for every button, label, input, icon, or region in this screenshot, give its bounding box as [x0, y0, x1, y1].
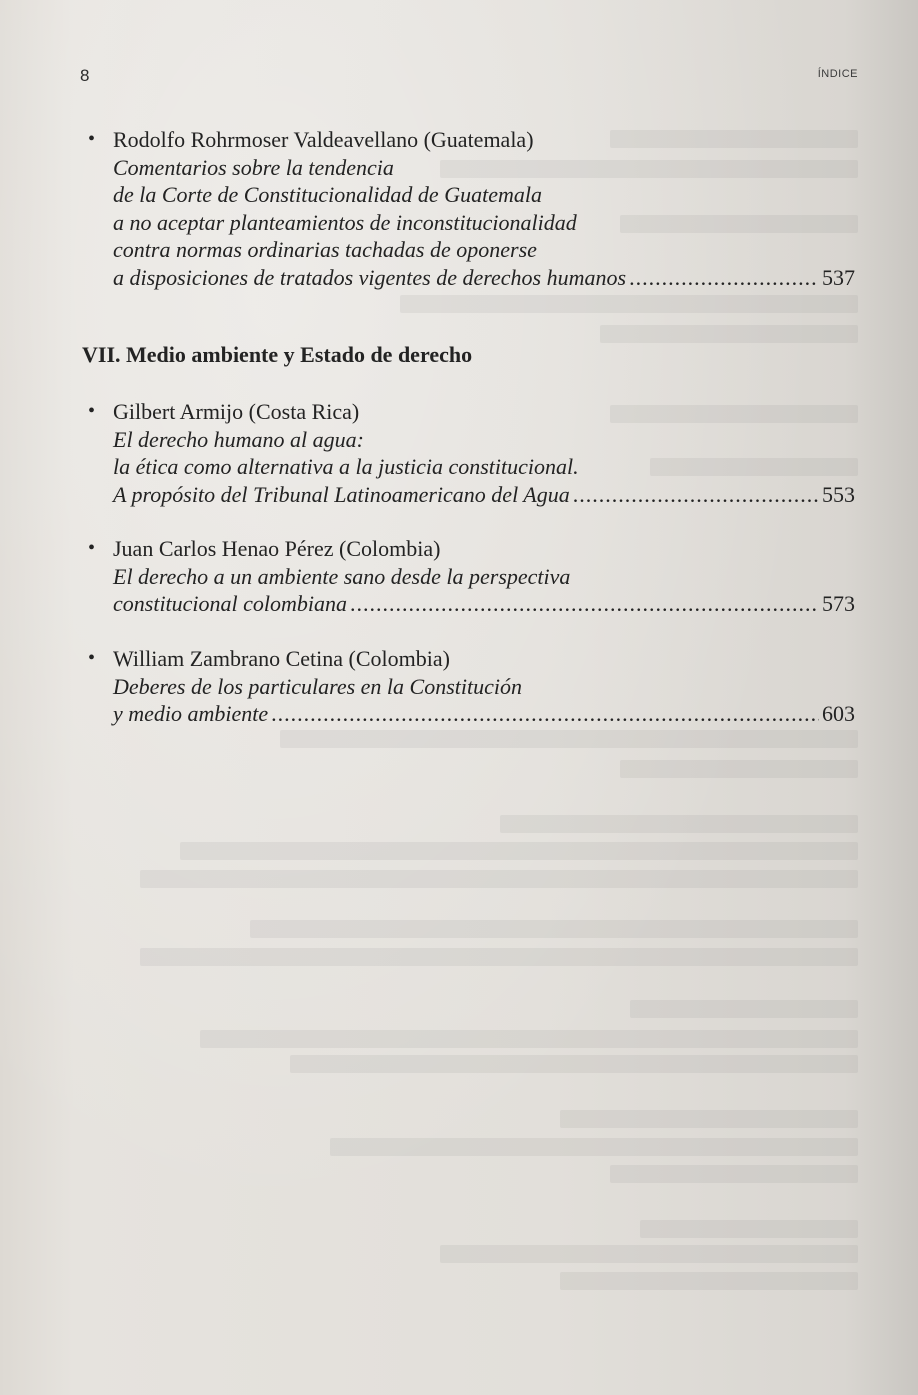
dot-leader [573, 481, 819, 509]
entry-title-line: la ética como alternativa a la justicia constitucional. [113, 454, 579, 479]
toc-entry [88, 535, 858, 618]
entry-last-line [113, 590, 855, 618]
entry-title-final: a disposiciones de tratados vigentes de derechos humanos [113, 264, 627, 290]
entry-title-final: constitucional colombiana [113, 591, 348, 616]
dot-leader [271, 700, 819, 728]
entry-last-line [113, 700, 855, 728]
toc-entry [88, 645, 858, 728]
toc-entry [88, 126, 858, 291]
bullet-icon: • [88, 128, 96, 150]
section-heading: VII. Medio ambiente y Estado de derecho [82, 342, 473, 367]
dot-leader [350, 590, 819, 618]
entry-title-line: Comentarios sobre la tendencia [113, 154, 394, 180]
entry-last-line [113, 264, 855, 292]
bullet-icon: • [88, 400, 96, 422]
entry-title-final: A propósito del Tribunal Latinoamericano del Agua [113, 481, 570, 507]
entry-author: William Zambrano Cetina (Colombia) [113, 646, 450, 671]
entry-author: Juan Carlos Henao Pérez (Colombia) [113, 536, 441, 561]
entry-last-line [113, 481, 855, 509]
dot-leader [629, 264, 819, 292]
entry-page-number: 603 [822, 701, 855, 726]
toc-entry [88, 398, 858, 508]
entry-author: Gilbert Armijo (Costa Rica) [113, 399, 360, 424]
entry-title-line: de la Corte de Constitucionalidad de Guatemala [113, 182, 542, 207]
bullet-icon: • [88, 647, 96, 669]
entry-title-line: El derecho humano al agua: [113, 426, 364, 452]
entry-page-number: 573 [822, 591, 855, 616]
entry-title-line: a no aceptar planteamientos de inconstitucionalidad [113, 209, 577, 235]
page-header [80, 66, 858, 86]
bullet-icon: • [88, 537, 96, 559]
entry-title-line: contra normas ordinarias tachadas de oponerse [113, 237, 537, 262]
entry-page-number: 537 [822, 264, 855, 290]
entry-author: Rodolfo Rohrmoser Valdeavellano (Guatemala) [113, 127, 534, 152]
entry-title-final: y medio ambiente [113, 701, 269, 726]
page-number: 8 [80, 66, 90, 85]
running-head: ÍNDICE [817, 68, 858, 80]
entry-title-line: El derecho a un ambiente sano desde la perspectiva [113, 563, 571, 589]
entry-title-line: Deberes de los particulares en la Constitución [113, 673, 522, 699]
entry-page-number: 553 [822, 481, 855, 507]
